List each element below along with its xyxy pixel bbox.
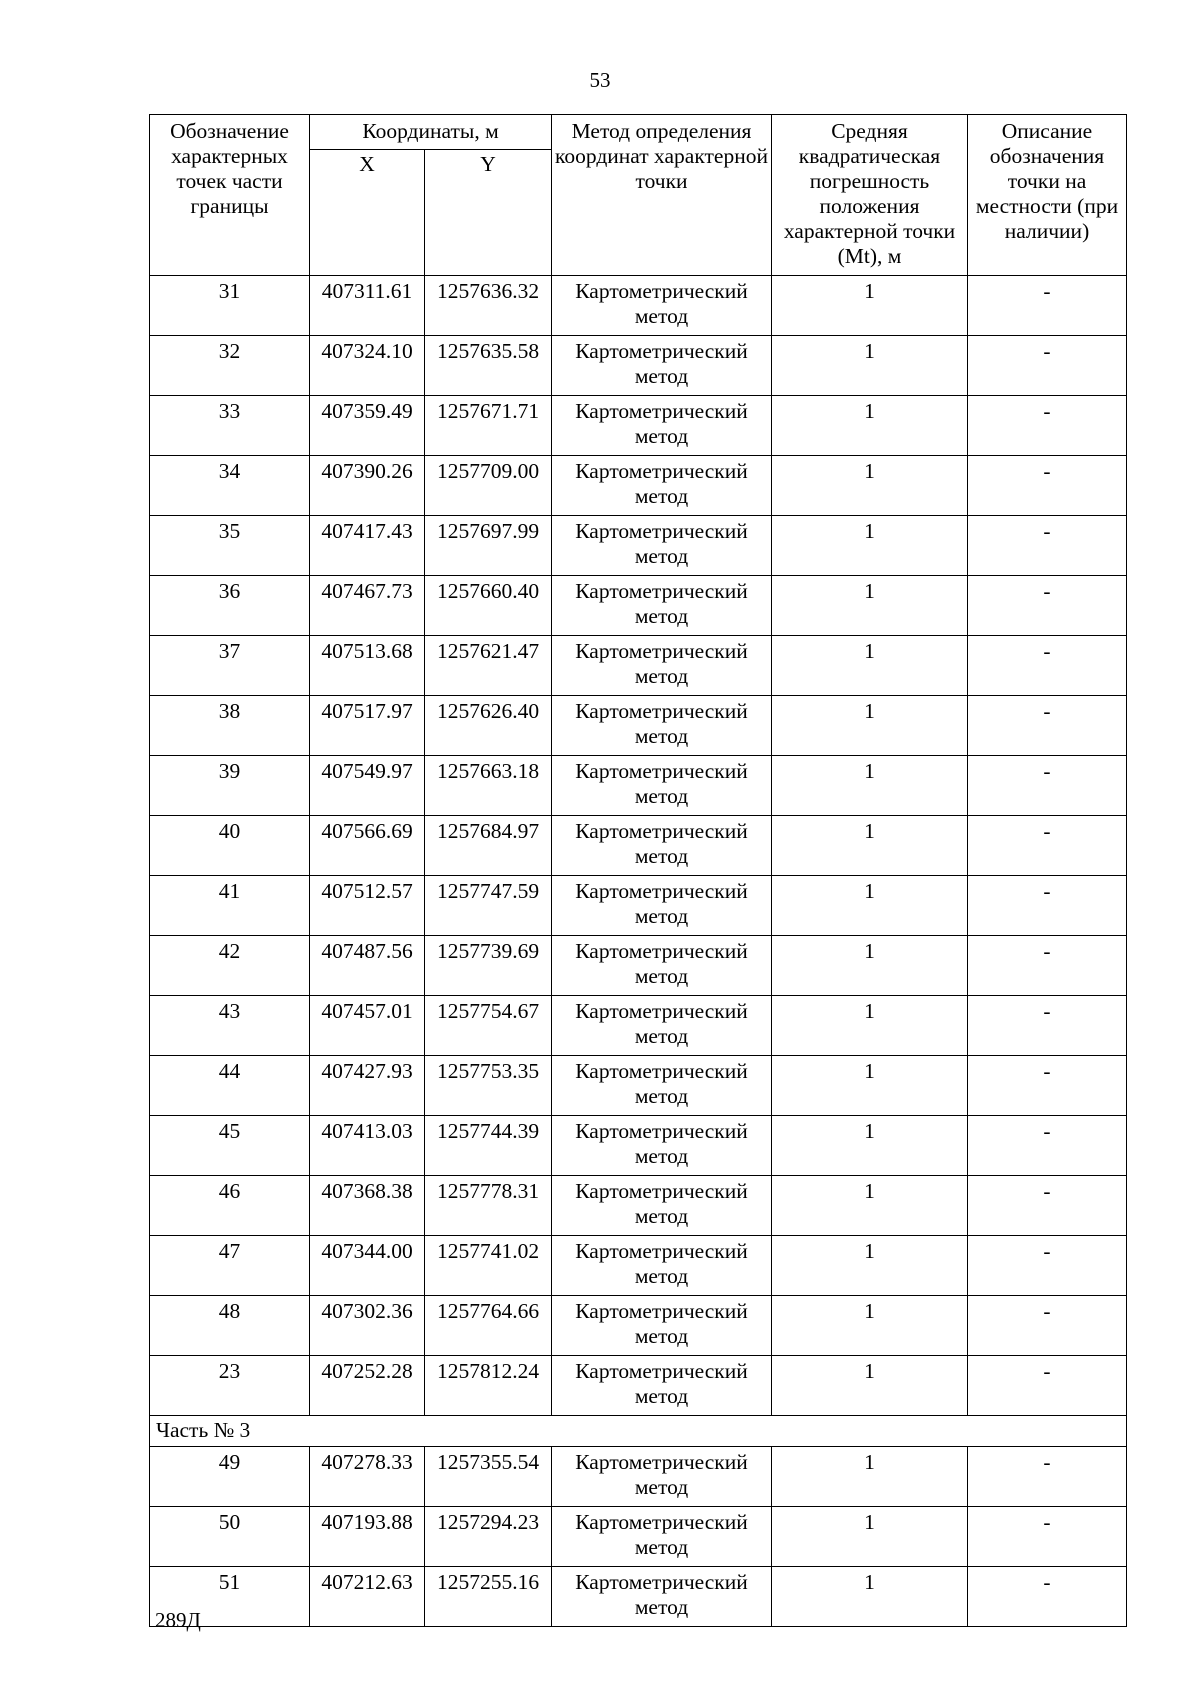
cell-point: 37 xyxy=(150,636,310,696)
header-coordinates: Координаты, м xyxy=(310,115,552,150)
table-row xyxy=(150,1507,1127,1567)
cell-method: Картометрический метод xyxy=(552,516,772,576)
cell-error: 1 xyxy=(772,1507,968,1567)
cell-x: 407517.97 xyxy=(310,696,425,756)
cell-point: 32 xyxy=(150,336,310,396)
cell-point: 48 xyxy=(150,1296,310,1356)
cell-description: - xyxy=(968,696,1127,756)
header-y: Y xyxy=(425,150,552,276)
cell-description: - xyxy=(968,1356,1127,1416)
cell-point: 43 xyxy=(150,996,310,1056)
cell-description: - xyxy=(968,756,1127,816)
cell-y: 1257671.71 xyxy=(425,396,552,456)
table-row xyxy=(150,1447,1127,1507)
cell-method: Картометрический метод xyxy=(552,336,772,396)
table-row xyxy=(150,516,1127,576)
table-row xyxy=(150,936,1127,996)
cell-error: 1 xyxy=(772,876,968,936)
cell-description: - xyxy=(968,1116,1127,1176)
header-description: Описание обозначения точки на местности (при наличии) xyxy=(968,115,1127,276)
cell-y: 1257754.67 xyxy=(425,996,552,1056)
cell-y: 1257744.39 xyxy=(425,1116,552,1176)
cell-point: 46 xyxy=(150,1176,310,1236)
cell-point: 36 xyxy=(150,576,310,636)
cell-method: Картометрический метод xyxy=(552,276,772,336)
cell-y: 1257709.00 xyxy=(425,456,552,516)
cell-y: 1257660.40 xyxy=(425,576,552,636)
header-x: X xyxy=(310,150,425,276)
cell-description: - xyxy=(968,396,1127,456)
cell-description: - xyxy=(968,456,1127,516)
cell-error: 1 xyxy=(772,756,968,816)
cell-point: 40 xyxy=(150,816,310,876)
cell-description: - xyxy=(968,876,1127,936)
table-row xyxy=(150,336,1127,396)
cell-error: 1 xyxy=(772,276,968,336)
footer-code: 289Д xyxy=(155,1608,201,1632)
table-row xyxy=(150,1567,1127,1627)
cell-y: 1257684.97 xyxy=(425,816,552,876)
cell-point: 42 xyxy=(150,936,310,996)
cell-point: 23 xyxy=(150,1356,310,1416)
page-number: 53 xyxy=(589,68,611,92)
cell-description: - xyxy=(968,276,1127,336)
cell-error: 1 xyxy=(772,336,968,396)
cell-x: 407487.56 xyxy=(310,936,425,996)
cell-method: Картометрический метод xyxy=(552,1356,772,1416)
cell-error: 1 xyxy=(772,456,968,516)
table-row xyxy=(150,1296,1127,1356)
cell-x: 407390.26 xyxy=(310,456,425,516)
cell-error: 1 xyxy=(772,1447,968,1507)
cell-description: - xyxy=(968,516,1127,576)
cell-method: Картометрический метод xyxy=(552,456,772,516)
cell-x: 407324.10 xyxy=(310,336,425,396)
cell-y: 1257753.35 xyxy=(425,1056,552,1116)
cell-method: Картометрический метод xyxy=(552,696,772,756)
cell-point: 45 xyxy=(150,1116,310,1176)
cell-point: 38 xyxy=(150,696,310,756)
cell-point: 33 xyxy=(150,396,310,456)
cell-method: Картометрический метод xyxy=(552,1567,772,1627)
cell-method: Картометрический метод xyxy=(552,1056,772,1116)
table-row xyxy=(150,1236,1127,1296)
table-row xyxy=(150,576,1127,636)
cell-x: 407368.38 xyxy=(310,1176,425,1236)
cell-method: Картометрический метод xyxy=(552,636,772,696)
cell-method: Картометрический метод xyxy=(552,1176,772,1236)
cell-error: 1 xyxy=(772,1236,968,1296)
cell-method: Картометрический метод xyxy=(552,816,772,876)
cell-description: - xyxy=(968,816,1127,876)
cell-x: 407302.36 xyxy=(310,1296,425,1356)
cell-error: 1 xyxy=(772,576,968,636)
cell-error: 1 xyxy=(772,1056,968,1116)
cell-description: - xyxy=(968,1567,1127,1627)
cell-y: 1257663.18 xyxy=(425,756,552,816)
table-row xyxy=(150,1116,1127,1176)
cell-description: - xyxy=(968,936,1127,996)
cell-description: - xyxy=(968,1056,1127,1116)
cell-error: 1 xyxy=(772,396,968,456)
cell-y: 1257294.23 xyxy=(425,1507,552,1567)
cell-error: 1 xyxy=(772,1296,968,1356)
table-row xyxy=(150,696,1127,756)
table-row xyxy=(150,876,1127,936)
cell-y: 1257636.32 xyxy=(425,276,552,336)
cell-point: 39 xyxy=(150,756,310,816)
cell-method: Картометрический метод xyxy=(552,996,772,1056)
cell-error: 1 xyxy=(772,936,968,996)
table-row xyxy=(150,396,1127,456)
table-row xyxy=(150,1056,1127,1116)
cell-x: 407344.00 xyxy=(310,1236,425,1296)
cell-y: 1257778.31 xyxy=(425,1176,552,1236)
coordinates-table xyxy=(149,114,1127,1627)
cell-description: - xyxy=(968,1236,1127,1296)
cell-error: 1 xyxy=(772,1356,968,1416)
cell-method: Картометрический метод xyxy=(552,936,772,996)
cell-x: 407359.49 xyxy=(310,396,425,456)
cell-method: Картометрический метод xyxy=(552,1507,772,1567)
cell-y: 1257355.54 xyxy=(425,1447,552,1507)
cell-x: 407193.88 xyxy=(310,1507,425,1567)
cell-error: 1 xyxy=(772,1567,968,1627)
table-row xyxy=(150,636,1127,696)
section-label: Часть № 3 xyxy=(150,1416,1127,1447)
cell-point: 34 xyxy=(150,456,310,516)
cell-point: 50 xyxy=(150,1507,310,1567)
table-row xyxy=(150,816,1127,876)
table-row xyxy=(150,1176,1127,1236)
cell-point: 49 xyxy=(150,1447,310,1507)
cell-method: Картометрический метод xyxy=(552,756,772,816)
cell-method: Картометрический метод xyxy=(552,396,772,456)
cell-error: 1 xyxy=(772,1176,968,1236)
cell-y: 1257255.16 xyxy=(425,1567,552,1627)
cell-error: 1 xyxy=(772,1116,968,1176)
cell-y: 1257764.66 xyxy=(425,1296,552,1356)
cell-x: 407413.03 xyxy=(310,1116,425,1176)
cell-error: 1 xyxy=(772,996,968,1056)
cell-point: 44 xyxy=(150,1056,310,1116)
cell-point: 31 xyxy=(150,276,310,336)
cell-description: - xyxy=(968,576,1127,636)
cell-error: 1 xyxy=(772,816,968,876)
cell-x: 407512.57 xyxy=(310,876,425,936)
table-row xyxy=(150,996,1127,1056)
cell-point: 35 xyxy=(150,516,310,576)
cell-y: 1257626.40 xyxy=(425,696,552,756)
cell-point: 47 xyxy=(150,1236,310,1296)
cell-y: 1257621.47 xyxy=(425,636,552,696)
table-row xyxy=(150,276,1127,336)
table-header xyxy=(150,115,1127,276)
cell-error: 1 xyxy=(772,636,968,696)
header-point: Обозначение характерных точек части границы xyxy=(150,115,310,276)
cell-x: 407311.61 xyxy=(310,276,425,336)
cell-x: 407566.69 xyxy=(310,816,425,876)
cell-description: - xyxy=(968,336,1127,396)
cell-error: 1 xyxy=(772,516,968,576)
cell-description: - xyxy=(968,996,1127,1056)
cell-x: 407212.63 xyxy=(310,1567,425,1627)
cell-point: 41 xyxy=(150,876,310,936)
cell-method: Картометрический метод xyxy=(552,1447,772,1507)
cell-x: 407427.93 xyxy=(310,1056,425,1116)
cell-method: Картометрический метод xyxy=(552,1296,772,1356)
cell-point: 51 xyxy=(150,1567,310,1627)
cell-y: 1257635.58 xyxy=(425,336,552,396)
cell-description: - xyxy=(968,1507,1127,1567)
cell-method: Картометрический метод xyxy=(552,876,772,936)
cell-description: - xyxy=(968,1296,1127,1356)
cell-x: 407549.97 xyxy=(310,756,425,816)
cell-description: - xyxy=(968,1176,1127,1236)
cell-method: Картометрический метод xyxy=(552,576,772,636)
cell-x: 407252.28 xyxy=(310,1356,425,1416)
cell-y: 1257747.59 xyxy=(425,876,552,936)
cell-x: 407457.01 xyxy=(310,996,425,1056)
cell-x: 407513.68 xyxy=(310,636,425,696)
cell-x: 407417.43 xyxy=(310,516,425,576)
cell-y: 1257697.99 xyxy=(425,516,552,576)
coordinates-table-container xyxy=(149,114,1126,1627)
section-row xyxy=(150,1416,1127,1447)
cell-y: 1257741.02 xyxy=(425,1236,552,1296)
table-row xyxy=(150,456,1127,516)
table-row xyxy=(150,1356,1127,1416)
cell-description: - xyxy=(968,1447,1127,1507)
cell-y: 1257739.69 xyxy=(425,936,552,996)
cell-x: 407278.33 xyxy=(310,1447,425,1507)
cell-x: 407467.73 xyxy=(310,576,425,636)
cell-description: - xyxy=(968,636,1127,696)
header-error: Средняя квадратическая погрешность положения характерной точки (Mt), м xyxy=(772,115,968,276)
cell-method: Картометрический метод xyxy=(552,1116,772,1176)
table-body xyxy=(150,276,1127,1627)
table-row xyxy=(150,756,1127,816)
cell-error: 1 xyxy=(772,696,968,756)
cell-method: Картометрический метод xyxy=(552,1236,772,1296)
header-method: Метод определения координат характерной точки xyxy=(552,115,772,276)
cell-y: 1257812.24 xyxy=(425,1356,552,1416)
